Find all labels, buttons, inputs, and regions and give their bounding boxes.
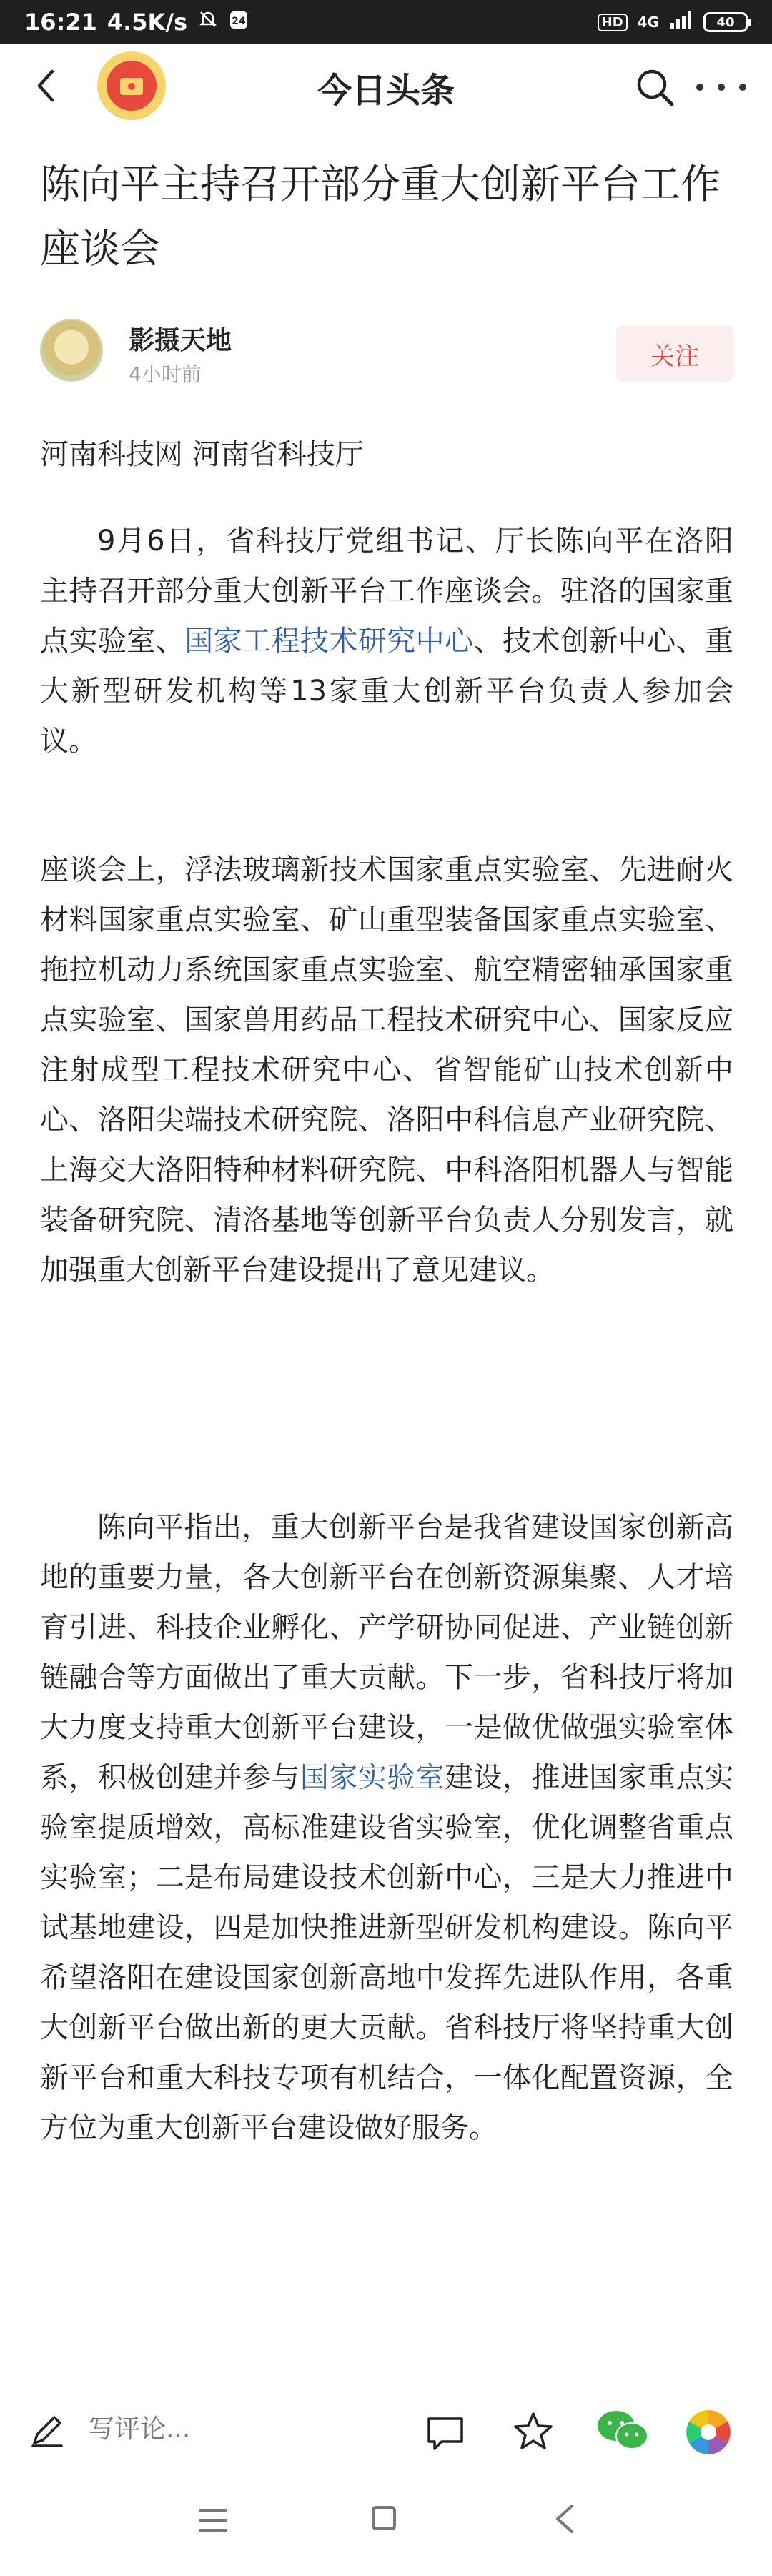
author-row [40, 319, 733, 387]
comment-input[interactable] [89, 2414, 346, 2444]
paragraph-3-text-a: 陈向平指出，重大创新平台是我省建设国家创新高地的重要力量，各大创新平台在创新资源集聚、人才培育引进、科技企业孵化、产学研协同促进、产业链创新链融合等方面做出了重大贡献。下一步，省科技厅将加大力度支持重大创新平台建设，一是做优做强实验室体系，积极创建并参与 [40, 1511, 733, 1794]
menu-icon[interactable] [199, 2509, 227, 2532]
author-name[interactable]: 影摄天地 [129, 326, 232, 355]
home-icon[interactable] [372, 2506, 396, 2530]
signal-icon [669, 9, 693, 36]
article-title: 陈向平主持召开部分重大创新平台工作座谈会 [40, 162, 721, 272]
paragraph-1-text-a: 9月6日，省科技厅党组书记、厅长陈向平在洛阳主持召开部分重大创新平台工作座谈会。驻洛的国家重点实验室、 [40, 525, 733, 658]
system-nav-bar [0, 2469, 772, 2576]
paragraph-1-text-b: 、技术创新中心、重大新型研发机构等13家重大创新平台负责人参加会议。 [40, 625, 734, 758]
pen-icon[interactable] [29, 2412, 66, 2449]
network-speed: 4.5K/s [107, 9, 188, 36]
paragraph-3 [40, 1502, 733, 2153]
paragraph-1 [40, 516, 733, 766]
avatar[interactable] [40, 319, 103, 382]
article-source: 河南科技网 河南省科技厅 [40, 438, 364, 471]
comment-bar [0, 2390, 772, 2469]
mute-bell-icon [197, 9, 219, 36]
publish-time: 4小时前 [129, 362, 202, 386]
status-time: 16:21 [24, 9, 97, 36]
status-left [24, 9, 249, 36]
status-right [598, 9, 748, 36]
nav-back-icon[interactable] [550, 2503, 579, 2535]
link-national-lab[interactable]: 国家实验室 [300, 1761, 445, 1794]
hd-badge: HD [598, 14, 628, 31]
battery-level: 40 [716, 14, 735, 30]
follow-button[interactable]: 关注 [616, 326, 733, 382]
signal-label: 4G [637, 14, 659, 31]
status-bar [0, 0, 772, 44]
comment-icon[interactable] [426, 2416, 465, 2452]
more-icon[interactable] [696, 66, 746, 109]
svg-text:24: 24 [232, 16, 246, 27]
star-icon[interactable] [512, 2410, 555, 2453]
link-engineering-center[interactable]: 国家工程技术研究中心 [184, 625, 474, 658]
search-icon[interactable] [633, 66, 676, 109]
battery-icon [703, 12, 748, 32]
paragraph-3-text-b: 建设，推进国家重点实验室提质增效，高标准建设省实验室，优化调整省重点实验室；二是布局建设技术创新中心，三是大力推进中试基地建设，四是加快推进新型研发机构建设。陈向平希望洛阳在建设国家创新高地中发挥先进队作用，各重大创新平台做出新的更大贡献。省科技厅将坚持重大创新平台和重大科技专项有机结合，一体化配置资源，全方位为重大创新平台建设做好服务。 [40, 1761, 734, 2144]
paragraph-2: 座谈会上，浮法玻璃新技术国家重点实验室、先进耐火材料国家重点实验室、矿山重型装备国家重点实验室、拖拉机动力系统国家重点实验室、航空精密轴承国家重点实验室、国家兽用药品工程技术研究中心、国家反应注射成型工程技术研究中心、省智能矿山技术创新中心、洛阳尖端技术研究院、洛阳中科信息产业研究院、上海交大洛阳特种材料研究院、中科洛阳机器人与智能装备研究院、清洛基地等创新平台负责人分别发言，就加强重大创新平台建设提出了意见建议。 [40, 853, 733, 1287]
app-bar [0, 44, 772, 129]
app-title: 今日头条 [317, 71, 455, 111]
notification-icon [229, 9, 249, 36]
wechat-icon[interactable] [596, 2409, 649, 2453]
moments-icon[interactable] [683, 2407, 733, 2457]
